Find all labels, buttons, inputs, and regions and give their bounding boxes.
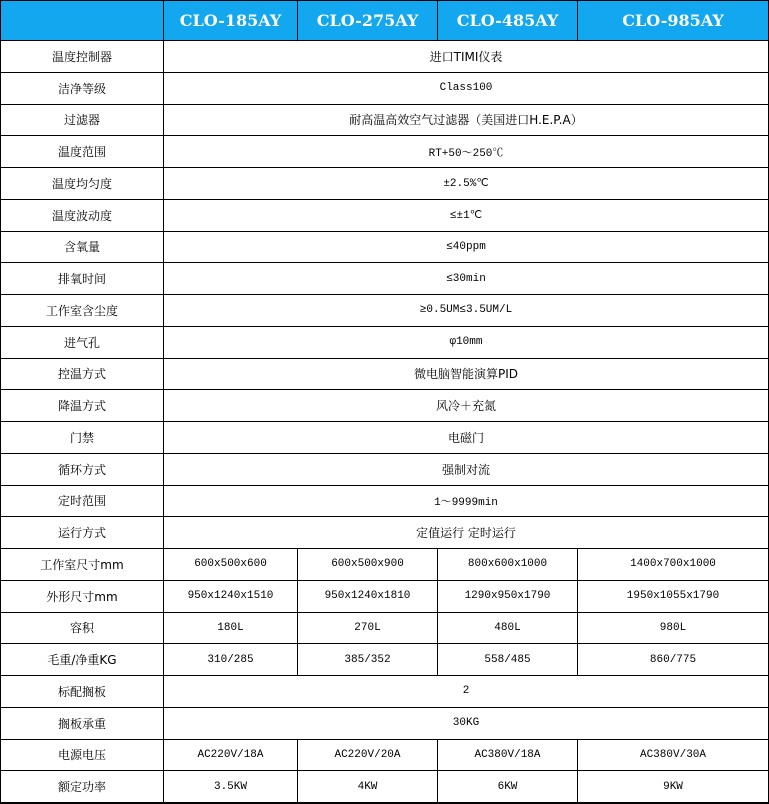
row-value: 1950x1055x1790	[578, 580, 769, 612]
row-label: 温度控制器	[1, 41, 164, 73]
row-value: 1290x950x1790	[438, 580, 578, 612]
row-label: 降温方式	[1, 390, 164, 422]
row-value: 1～9999min	[164, 485, 769, 517]
row-label: 定时范围	[1, 485, 164, 517]
row-value: 600x500x900	[298, 549, 438, 581]
row-value: 电磁门	[164, 422, 769, 454]
row-value: 定值运行 定时运行	[164, 517, 769, 549]
row-value: 耐高温高效空气过滤器（美国进口H.E.P.A）	[164, 104, 769, 136]
row-value: 微电脑智能演算PID	[164, 358, 769, 390]
row-label: 外形尺寸mm	[1, 580, 164, 612]
row-value: AC380V/18A	[438, 739, 578, 771]
row-label: 温度范围	[1, 136, 164, 168]
row-value: 180L	[164, 612, 298, 644]
model-header: CLO-275AY	[298, 1, 438, 41]
row-value: 进口TIMI仪表	[164, 41, 769, 73]
table-row	[1, 263, 769, 295]
row-label: 进气孔	[1, 326, 164, 358]
row-label: 过滤器	[1, 104, 164, 136]
row-value: 风冷＋充氮	[164, 390, 769, 422]
row-label: 含氧量	[1, 231, 164, 263]
row-value: 385/352	[298, 644, 438, 676]
row-value: ≤±1℃	[164, 199, 769, 231]
row-label: 门禁	[1, 422, 164, 454]
row-value: 1400x700x1000	[578, 549, 769, 581]
row-value: 6KW	[438, 771, 578, 803]
row-value: 950x1240x1810	[298, 580, 438, 612]
row-label: 工作室尺寸mm	[1, 549, 164, 581]
row-value: 950x1240x1510	[164, 580, 298, 612]
row-value: 600x500x600	[164, 549, 298, 581]
row-label: 容积	[1, 612, 164, 644]
table-row	[1, 771, 769, 803]
row-value: ±2.5%℃	[164, 168, 769, 200]
table-row	[1, 295, 769, 327]
row-value: 3.5KW	[164, 771, 298, 803]
row-value: ≥0.5UM≤3.5UM/L	[164, 295, 769, 327]
table-row	[1, 612, 769, 644]
table-row	[1, 168, 769, 200]
table-row	[1, 517, 769, 549]
table-row	[1, 676, 769, 708]
row-value: AC220V/18A	[164, 739, 298, 771]
row-value: AC380V/30A	[578, 739, 769, 771]
header-row	[1, 1, 769, 41]
row-value: 480L	[438, 612, 578, 644]
row-label: 工作室含尘度	[1, 295, 164, 327]
row-value: 4KW	[298, 771, 438, 803]
row-label: 温度均匀度	[1, 168, 164, 200]
row-value: AC220V/20A	[298, 739, 438, 771]
table-row	[1, 739, 769, 771]
table-row	[1, 390, 769, 422]
row-value: 2	[164, 676, 769, 708]
row-value: 800x600x1000	[438, 549, 578, 581]
row-value: 980L	[578, 612, 769, 644]
row-label: 毛重/净重KG	[1, 644, 164, 676]
row-label: 运行方式	[1, 517, 164, 549]
row-value: φ10mm	[164, 326, 769, 358]
row-label: 控温方式	[1, 358, 164, 390]
table-row	[1, 549, 769, 581]
row-label: 额定功率	[1, 771, 164, 803]
table-row	[1, 358, 769, 390]
row-value: 强制对流	[164, 453, 769, 485]
row-value: ≤30min	[164, 263, 769, 295]
model-header: CLO-185AY	[164, 1, 298, 41]
row-value: Class100	[164, 72, 769, 104]
table-row	[1, 422, 769, 454]
row-value: 310/285	[164, 644, 298, 676]
row-value: 270L	[298, 612, 438, 644]
table-row	[1, 72, 769, 104]
row-label: 循环方式	[1, 453, 164, 485]
table-row	[1, 326, 769, 358]
table-row	[1, 453, 769, 485]
table-row	[1, 485, 769, 517]
table-row	[1, 231, 769, 263]
row-value: 9KW	[578, 771, 769, 803]
table-row	[1, 104, 769, 136]
row-value: 860/775	[578, 644, 769, 676]
row-value: RT+50～250℃	[164, 136, 769, 168]
row-value: 30KG	[164, 707, 769, 739]
row-label: 排氧时间	[1, 263, 164, 295]
table-row	[1, 644, 769, 676]
table-row	[1, 136, 769, 168]
row-value: 558/485	[438, 644, 578, 676]
row-label: 电源电压	[1, 739, 164, 771]
row-label: 洁净等级	[1, 72, 164, 104]
model-header: CLO-985AY	[578, 1, 769, 41]
header-corner	[1, 1, 164, 41]
table-row	[1, 199, 769, 231]
row-label: 温度波动度	[1, 199, 164, 231]
table-row	[1, 580, 769, 612]
table-row	[1, 707, 769, 739]
model-header: CLO-485AY	[438, 1, 578, 41]
row-label: 标配搁板	[1, 676, 164, 708]
row-value: ≤40ppm	[164, 231, 769, 263]
table-row	[1, 41, 769, 73]
row-label: 搁板承重	[1, 707, 164, 739]
